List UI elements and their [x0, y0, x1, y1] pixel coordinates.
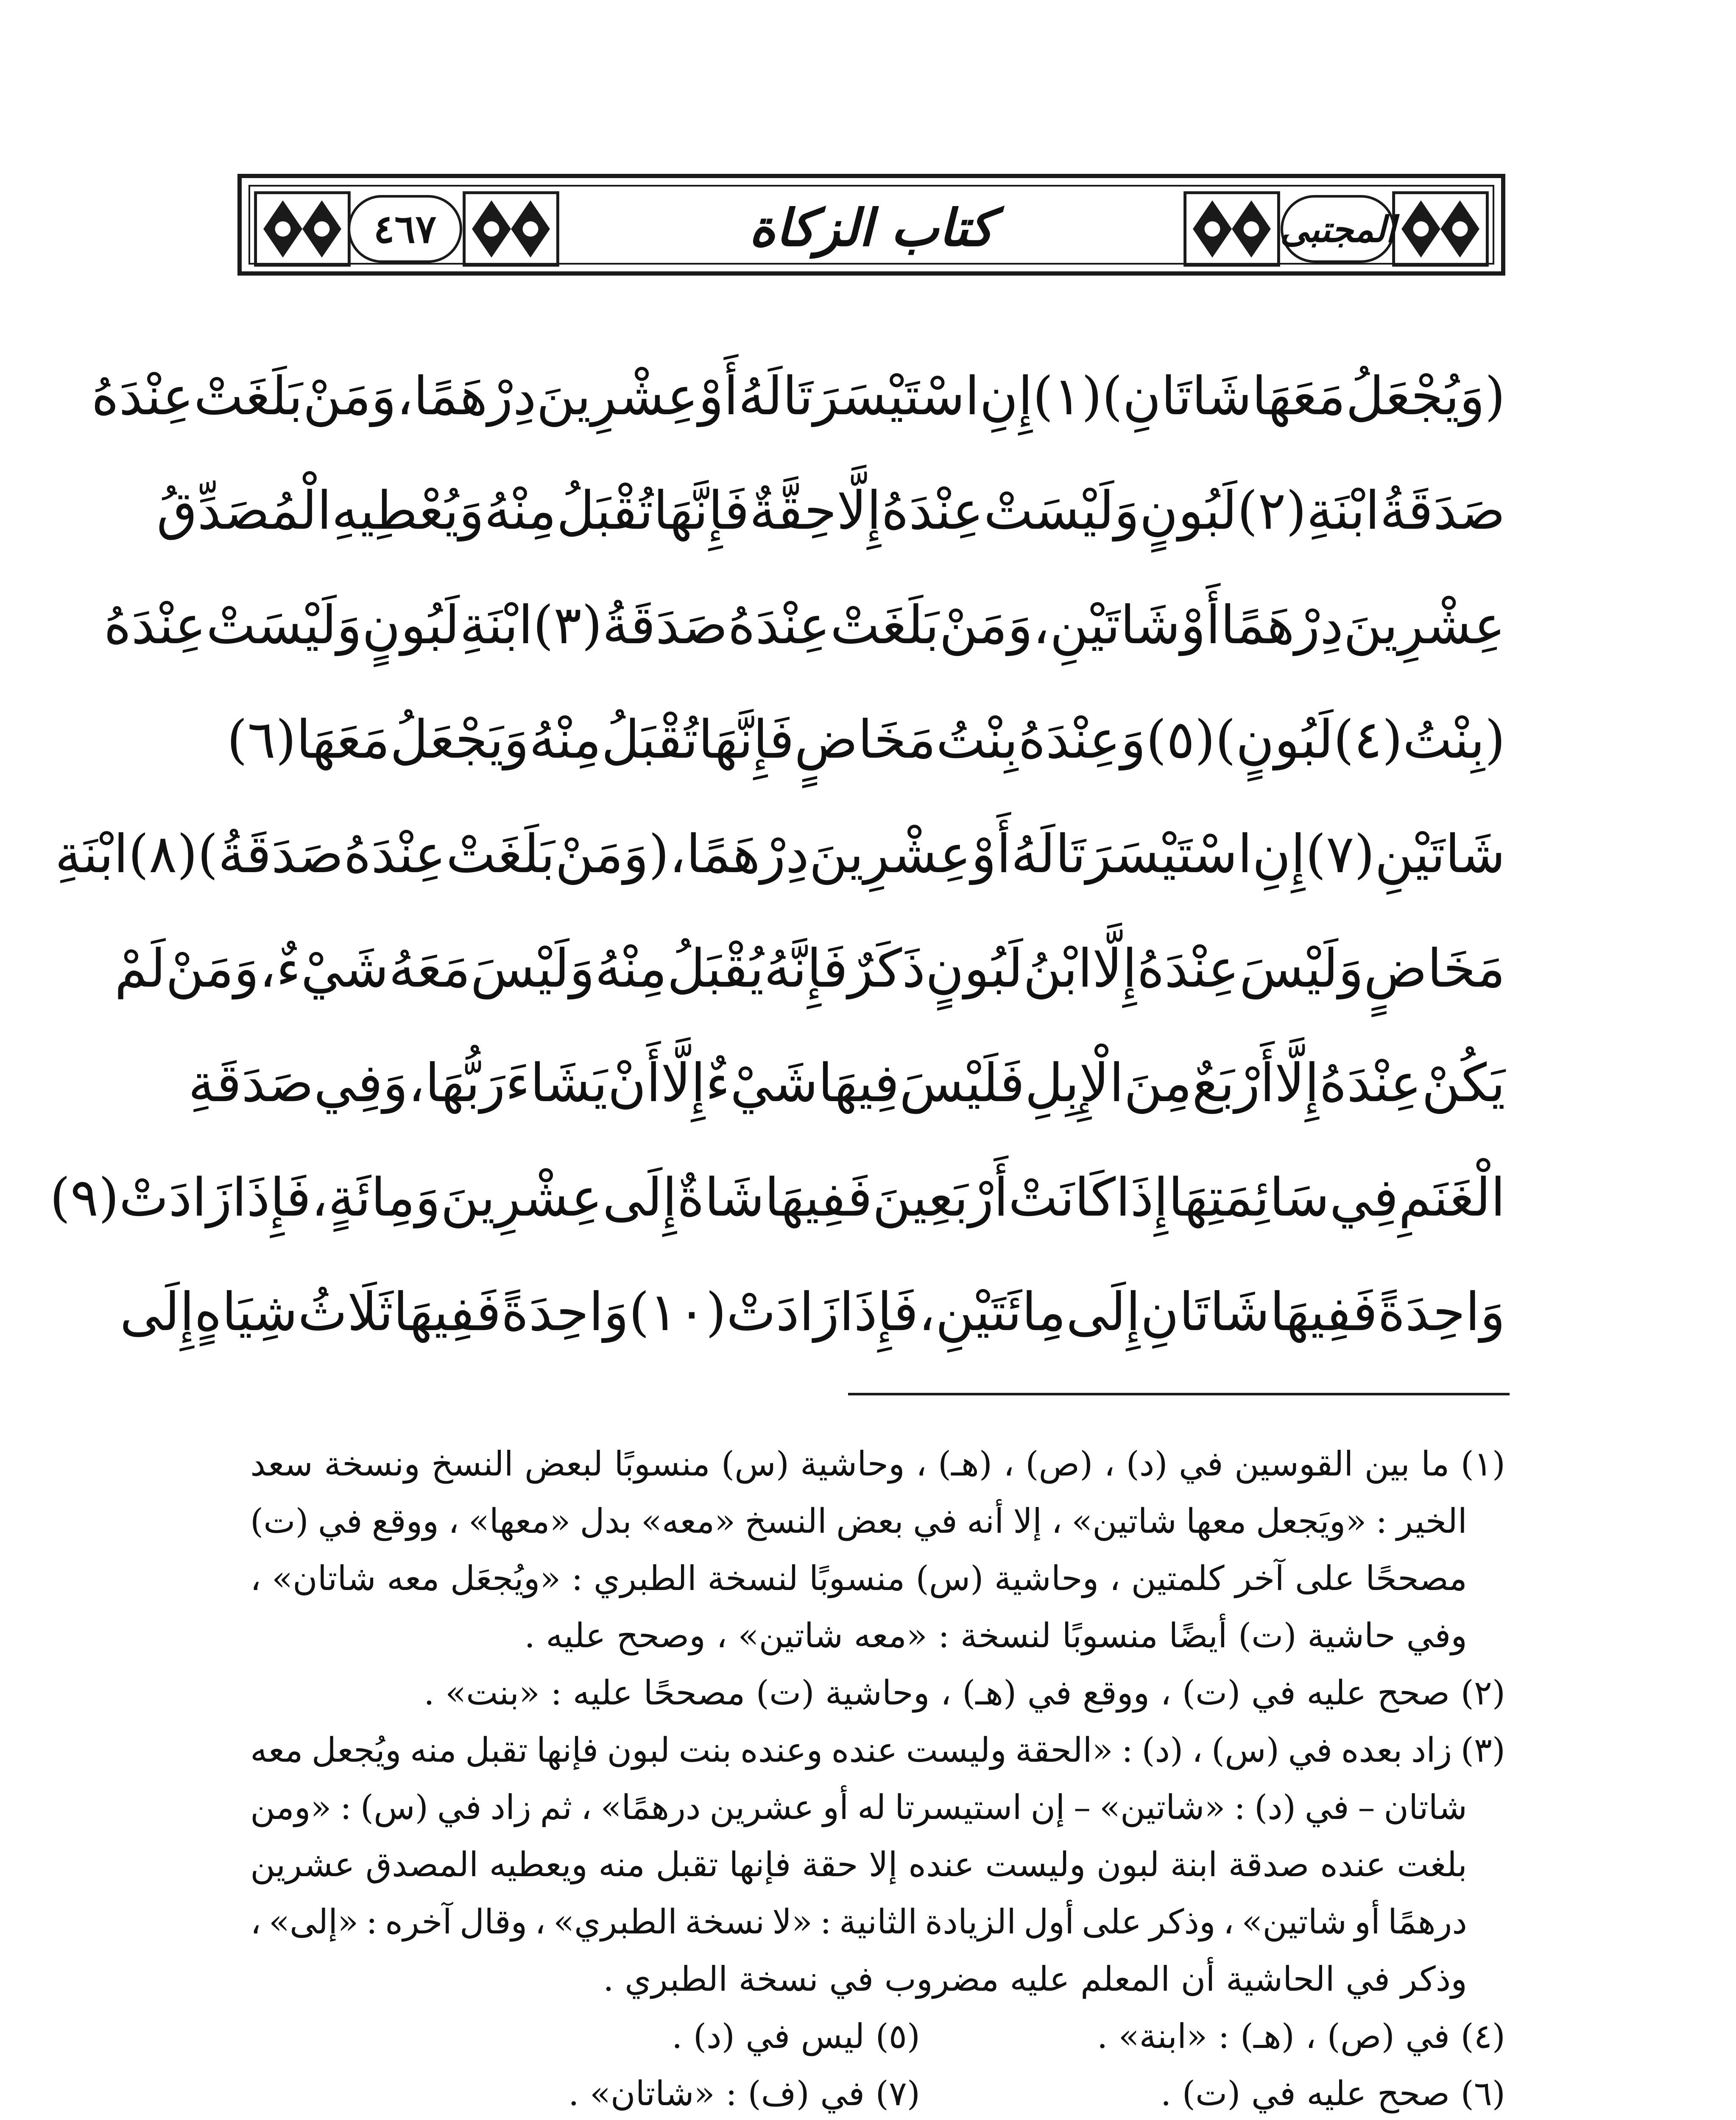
main-word: وَلَيْسَتْ [983, 480, 1140, 541]
main-word: اسْتَيْسَرَتَا [1055, 824, 1253, 885]
footnote-word: إن [1030, 1787, 1065, 1827]
footnote-word: زاد [490, 1787, 531, 1827]
main-word: عِنْدَهُ [91, 366, 194, 427]
main-word: (١٠) [628, 1282, 726, 1343]
main-word: شَاتَيْنِ [1374, 824, 1505, 885]
main-word: فَفِيهَا [1270, 1282, 1378, 1343]
footnote-word: ، [1003, 1444, 1015, 1484]
main-word: وَاحِدَةً [1377, 1282, 1505, 1343]
main-word: شَاتَيْنِ [1049, 595, 1181, 656]
footnote-word: بعض [836, 1501, 904, 1541]
ornament-left-inner-icon [462, 191, 560, 267]
footnotes-4-5-row [250, 2008, 1505, 2065]
footnote-word: – [1358, 1787, 1375, 1827]
footnote-word: في [1288, 1730, 1333, 1770]
main-word: زَادَتْ [119, 1167, 232, 1228]
footnote-1-line-4: وفي حاشية (ت) أيضًا منسوبًا لنسخة : «معه شاتين» ، وصحح عليه . [524, 1615, 1467, 1655]
main-word: شَاتَانِ) [1102, 366, 1252, 427]
main-word: بَلَغَتْ [194, 366, 303, 427]
main-text-line-9 [120, 1255, 1505, 1370]
footnote-word: آخر [1235, 1558, 1284, 1598]
footnote-word: أول [1024, 1902, 1075, 1941]
main-word: وَمَنْ [939, 595, 1033, 656]
main-word: ثَلَاثُ [298, 1282, 394, 1343]
main-word: فَإِذَا [839, 1282, 918, 1343]
footnote-word: على [1082, 1902, 1142, 1941]
footnote-word: ، [1051, 1501, 1063, 1541]
footnote-word: (هـ) [938, 1444, 992, 1484]
footnote-word: ، [915, 1444, 927, 1484]
main-word: بَلَغَتْ [830, 595, 939, 656]
footnote-word: بنت [678, 1730, 732, 1770]
main-word: مَعَهَا [1252, 366, 1346, 427]
footnote-word: ابنة [1170, 1844, 1218, 1884]
footnote-word: تقبل [656, 1844, 718, 1884]
main-word: (وَيُجْعَلُ [1345, 366, 1505, 427]
footnote-word: «الحقة [1015, 1730, 1113, 1770]
main-word: عِنْدَهُ [881, 480, 984, 541]
main-word: بِنْتُ [936, 709, 1019, 770]
footnotes-block [250, 1435, 1505, 2120]
footnote-word: عنده [908, 1844, 974, 1884]
footnote-word: ، [1109, 1558, 1121, 1598]
footnote-word: ، [581, 1787, 592, 1827]
main-word: أَنْ [607, 1053, 661, 1114]
main-text-line-4 [227, 683, 1505, 797]
footnote-7: (٧) في (ف) : «شاتان» . [568, 2073, 920, 2113]
main-word: عِنْدَهُ [1137, 938, 1239, 999]
footnote-word: وعنده [740, 1730, 823, 1770]
footnote-word: في [318, 1501, 363, 1541]
footnote-word: زاد [1411, 1730, 1452, 1770]
footnote-word: (س) [721, 1444, 789, 1484]
footnote-word: منه [410, 1730, 457, 1770]
main-word: أَرْبَعٌ [1192, 1053, 1275, 1114]
footnote-word: في [913, 1501, 957, 1541]
footnote-word: شاتين» [1072, 1501, 1177, 1541]
footnote-word: (د) [1254, 1787, 1296, 1827]
footnote-word: : [366, 1902, 378, 1941]
footnote-word: بدل [580, 1501, 632, 1541]
footnote-3-line-4 [250, 1893, 1505, 1950]
footnote-word: تقبل [465, 1730, 528, 1770]
main-word: (بِنْتُ [1402, 709, 1505, 770]
ornament-left-outer-icon [254, 191, 351, 267]
footnote-word: ويعطيه [489, 1844, 588, 1884]
footnote-3-line-1 [250, 1721, 1505, 1779]
main-word: لَبُونٍ) [1215, 709, 1334, 770]
footnote-word: على [1295, 1558, 1355, 1598]
footnote-word: : [1376, 1501, 1387, 1541]
footnote-word: : [571, 1558, 583, 1598]
main-word: عِنْدَهُ [728, 595, 830, 656]
main-word: ابْنُ [1023, 938, 1093, 999]
main-word: مِنْهُ [484, 480, 557, 541]
main-word: فَإِذَا [232, 1167, 311, 1228]
footnote-word: «لا [772, 1902, 812, 1941]
footnote-word: فإنها [729, 1844, 791, 1884]
footnote-word: درهمًا [1387, 1902, 1467, 1941]
main-word: لَبُونٍ [362, 595, 460, 656]
main-word: ابْنَةِ [55, 824, 128, 885]
footnote-word: النسخ [745, 1501, 827, 1541]
footnote-word: ثم [540, 1787, 572, 1827]
footnote-5: (٥) ليس في (د) . [671, 2016, 920, 2056]
footnote-word: ، [1223, 1902, 1234, 1941]
footnote-word: ويُجعل [311, 1730, 402, 1770]
main-word: مَعَهَا [296, 709, 390, 770]
main-word: فِيهَا [818, 1053, 899, 1114]
main-word: (وَمَنْ [555, 824, 670, 885]
main-word: لَبُونٍ [925, 938, 1023, 999]
footnote-word: منسوبًا [809, 1558, 905, 1598]
main-word: سَائِمَتِهَا [1168, 1167, 1330, 1228]
main-word: ، [669, 824, 687, 885]
footnote-word: ، [1104, 1444, 1115, 1484]
main-word: صَدَقَةِ [188, 1053, 314, 1114]
footnote-word: وذكر [1149, 1902, 1216, 1941]
main-word: (٩) [50, 1167, 119, 1228]
footnote-word: (د) [1142, 1730, 1183, 1770]
footnote-word: «إلى» [269, 1902, 359, 1941]
main-word: حِقَّةٌ [749, 480, 837, 541]
main-word: شَاتَانِ [1140, 1282, 1270, 1343]
main-word: وَعِنْدَهُ [1018, 709, 1146, 770]
footnote-word: وحاشية [800, 1444, 905, 1484]
main-word: فَإِنَّهَا [698, 709, 795, 770]
main-word: (١) [1033, 366, 1102, 427]
footnote-word: (١) [1460, 1444, 1505, 1484]
footnote-3-line-2 [250, 1779, 1505, 1836]
footnote-word: الطبري [593, 1558, 697, 1598]
footnote-word: (ت) [250, 1501, 309, 1541]
footnote-word: «ويَجعل [1256, 1501, 1367, 1541]
main-word: فِي [1329, 1167, 1398, 1228]
footnote-word: «معه» [641, 1501, 736, 1541]
footnote-word: الزيادة [925, 1902, 1016, 1941]
main-word: عِشْرِينَ [440, 1167, 603, 1228]
footnote-1-line-1 [250, 1435, 1505, 1492]
main-word: شَاةٌ [677, 1167, 765, 1228]
footnote-word: فإنها [536, 1730, 599, 1770]
footnote-word: المصدق [365, 1844, 479, 1884]
main-word: اسْتَيْسَرَتَا [782, 366, 980, 427]
main-word: إِنِ [979, 366, 1033, 427]
footnote-word: منسوبًا [614, 1444, 710, 1484]
main-word: بَلَغَتْ [446, 824, 555, 885]
footnote-word: بلغت [1397, 1844, 1467, 1884]
ornament-right-inner-icon [1183, 191, 1281, 267]
main-word: الْغَنَمِ [1398, 1167, 1505, 1228]
main-word: لَهُ [1011, 824, 1055, 885]
main-word: وَيَجْعَلُ [390, 709, 529, 770]
footnote-word: الثانية [839, 1902, 918, 1941]
footnote-word: وليست [906, 1730, 1007, 1770]
main-word: صَدَقَةُ [1379, 480, 1505, 541]
main-word: وَاحِدَةً [501, 1282, 629, 1343]
footnote-word: النسخ [431, 1444, 514, 1484]
footnote-word: معه [250, 1730, 303, 1770]
footnote-word: أو [823, 1787, 849, 1827]
footnote-word: كلمتين [1131, 1558, 1225, 1598]
footnote-4: (٤) في (ص) ، (هـ) : «ابنة» . [1097, 2016, 1505, 2056]
page-number: ٤٦٧ [348, 195, 462, 263]
footnote-word: ما [1421, 1444, 1450, 1484]
main-word: فَفِيهَا [393, 1282, 501, 1343]
main-word: إِذَا [1116, 1167, 1169, 1228]
footnote-word: ووقع [371, 1501, 439, 1541]
footnote-word: آخره [385, 1902, 452, 1941]
main-word: عِشْرِينَ [536, 366, 698, 427]
main-word: مِنَ [1124, 1053, 1192, 1114]
main-word: عِشْرِينَ [1343, 595, 1505, 656]
footnote-word: شاتان [1384, 1787, 1467, 1827]
main-word: (٦) [227, 709, 296, 770]
main-word: عِشْرِينَ [809, 824, 971, 885]
footnote-word: أو [1354, 1902, 1380, 1941]
footnote-word: نسخة [685, 1902, 765, 1941]
footnote-word: ، [250, 1558, 261, 1598]
footnote-word: حقة [801, 1844, 858, 1884]
main-word: أَرْبَعِينَ [872, 1167, 1008, 1228]
footnote-word: (٣) [1460, 1730, 1505, 1770]
footnote-word: صدقة [1228, 1844, 1309, 1884]
footnote-6: (٦) صحح عليه في (ت) . [1160, 2073, 1505, 2113]
main-text-line-8 [50, 1141, 1505, 1255]
main-word: عِنْدَهُ [343, 824, 446, 885]
footnote-word: إلا [1013, 1501, 1042, 1541]
footnote-word: بين [1364, 1444, 1410, 1484]
footnote-word: ، [1192, 1730, 1203, 1770]
main-word: ، [1033, 595, 1050, 656]
footnote-word: – [1074, 1787, 1091, 1827]
main-word: مَعَهُ [388, 938, 471, 999]
main-word: تُقْبَلُ [556, 480, 653, 541]
main-text-line-6 [114, 912, 1505, 1026]
footnote-word: عشرين [709, 1787, 814, 1827]
footnote-word: منه [598, 1844, 645, 1884]
chapter-title: كتاب الزكاة [749, 198, 994, 258]
footnote-2: (٢) صحح عليه في (ت) ، ووقع في (هـ) ، وحاشية (ت) مصححًا عليه : «بنت» . [424, 1673, 1505, 1713]
main-word: إِنِ [1252, 824, 1306, 885]
footnote-word: «ومن [250, 1787, 332, 1827]
footnote-separator [848, 1393, 1510, 1395]
main-word: وَمَنْ [303, 366, 396, 427]
footnote-word: بعده [1341, 1730, 1403, 1770]
main-word: ابْنَةِ [459, 595, 533, 656]
main-word: فَفِيهَا [765, 1167, 873, 1228]
footnote-word: وحاشية [994, 1558, 1099, 1598]
footnote-word: «ويُجعَل [450, 1558, 561, 1598]
main-word: دِرْهَمًا [686, 824, 809, 885]
footnote-word: شاتان» [272, 1558, 376, 1598]
main-word: زَادَتْ [726, 1282, 840, 1343]
main-word: وَمَنْ [165, 938, 260, 999]
footnote-word: معها [1186, 1501, 1247, 1541]
main-word: (٧) [1305, 824, 1375, 885]
main-word: (٤) [1333, 709, 1403, 770]
footnote-word: (ص) [1025, 1444, 1093, 1484]
main-word: دِرْهَمًا [1220, 595, 1344, 656]
main-word: وَيُعْطِيهِ [332, 480, 484, 541]
main-word: شِيَاهٍ [194, 1282, 298, 1343]
main-word: ابْنَةِ [1306, 480, 1380, 541]
footnote-word: ونسخة [324, 1444, 420, 1484]
footnote-word: ، [535, 1902, 546, 1941]
main-word: فَلَيْسَ [899, 1053, 1025, 1114]
footnote-word: : [1122, 1730, 1133, 1770]
footnote-word: (د) [1126, 1444, 1168, 1484]
main-word: وَلَيْسَ [470, 938, 595, 999]
footnote-word: «معها» [468, 1501, 571, 1541]
main-word: (٣) [533, 595, 603, 656]
main-word: مِنْهُ [529, 709, 602, 770]
footnote-word: : [1234, 1787, 1246, 1827]
main-word: ذَكَرٌ [848, 938, 926, 999]
footnote-1-line-2 [250, 1492, 1505, 1550]
main-word: يَكُنْ [1421, 1053, 1505, 1114]
main-word: عِنْدَهُ [103, 595, 207, 656]
footnote-word: لبون [607, 1730, 670, 1770]
main-word: صَدَقَةُ [602, 595, 728, 656]
footnote-word: في [1304, 1787, 1349, 1827]
main-word: إِلَى [602, 1167, 677, 1228]
main-word: ، [918, 1282, 935, 1343]
main-word: وَمِائَةٍ [328, 1167, 441, 1228]
footnote-word: عشرين [250, 1844, 355, 1884]
main-word: وَلَيْسَتْ [206, 595, 362, 656]
main-word: لَمْ [114, 938, 166, 999]
footnote-word: (س) [360, 1787, 428, 1827]
footnote-3-line-5: وذكر في الحاشية أن المعلم عليه مضروب في نسخة الطبري . [603, 1959, 1467, 1999]
footnote-word: معه [387, 1558, 440, 1598]
main-word: مِنْهُ [594, 938, 667, 999]
footnote-word: : [340, 1787, 352, 1827]
main-text-line-3 [103, 568, 1505, 683]
footnote-word: استيسرتا [895, 1787, 1022, 1827]
main-word: فَإِنَّهُ [764, 938, 848, 999]
main-word: أَوْ [1180, 595, 1221, 656]
main-word: إِلَّا [661, 1053, 706, 1114]
main-word: لَهُ [738, 366, 783, 427]
footnote-word: وليست [985, 1844, 1086, 1884]
footnote-word: له [857, 1787, 886, 1827]
footnote-word: مصححًا [1365, 1558, 1467, 1598]
main-word: لَبُونٍ [1139, 480, 1237, 541]
main-word: وَلَيْسَ [1239, 938, 1364, 999]
main-word: يُقْبَلُ [667, 938, 764, 999]
main-word: شَيْءٌ [276, 938, 389, 999]
main-text-block [50, 339, 1505, 1370]
footnote-word: سعد [250, 1444, 313, 1484]
footnote-word: عنده [1320, 1844, 1386, 1884]
footnote-word: الخير [1396, 1501, 1467, 1541]
footnote-word: لبعض [525, 1444, 603, 1484]
footnote-word: ، [250, 1902, 262, 1941]
main-word: إِلَّا [1092, 938, 1137, 999]
main-word: الْمُصَدِّقُ [156, 480, 332, 541]
running-header [237, 174, 1505, 276]
footnote-word: لنسخة [707, 1558, 798, 1598]
main-word: عِنْدَهُ [1319, 1053, 1422, 1114]
main-word: كَانَتْ [1008, 1167, 1116, 1228]
main-word: إِلَى [120, 1282, 195, 1343]
footnote-word: (س) [1211, 1730, 1279, 1770]
footnote-word: : [820, 1902, 832, 1941]
footnote-word: وقال [459, 1902, 527, 1941]
main-word: رَبُّهَا [425, 1053, 505, 1114]
footnotes-6-7-row [250, 2065, 1505, 2120]
main-word: ، [311, 1167, 328, 1228]
main-word: إِلَّا [837, 480, 882, 541]
footnote-word: في [1178, 1444, 1223, 1484]
main-word: وَفِي [313, 1053, 408, 1114]
footnote-word: درهمًا» [600, 1787, 701, 1827]
main-word: مَخَاضٍ [794, 709, 936, 770]
main-text-line-7 [188, 1026, 1505, 1141]
footnote-word: في [437, 1787, 482, 1827]
footnote-word: الطبري» [553, 1902, 678, 1941]
main-word: يَشَاءَ [505, 1053, 608, 1114]
main-text-line-2 [156, 454, 1505, 568]
main-word: ، [408, 1053, 425, 1114]
footnote-word: القوسين [1234, 1444, 1354, 1484]
footnote-1-line-3 [250, 1550, 1505, 1607]
footnote-3-line-3 [250, 1836, 1505, 1893]
ornament-right-outer-icon [1392, 191, 1489, 267]
main-word: إِلَّا [1274, 1053, 1320, 1114]
footnote-word: أنه [966, 1501, 1004, 1541]
main-text-line-5 [55, 797, 1505, 912]
footnote-word: لبون [1096, 1844, 1160, 1884]
main-word: صَدَقَةُ) [197, 824, 344, 885]
main-word: الْإِبِلِ [1024, 1053, 1124, 1114]
book-logo: المجتبى [1281, 195, 1395, 263]
main-word: (٥) [1146, 709, 1215, 770]
main-word: شَيْءٌ [705, 1053, 818, 1114]
main-word: مِائَتَيْنِ [935, 1282, 1066, 1343]
main-word: دِرْهَمًا [413, 366, 536, 427]
footnote-word: شاتين» [1242, 1902, 1347, 1941]
footnote-word: عنده [831, 1730, 898, 1770]
main-word: أَوْ [971, 824, 1011, 885]
main-word: تُقْبَلُ [601, 709, 698, 770]
footnote-word: (س) [915, 1558, 984, 1598]
main-word: إِلَى [1066, 1282, 1141, 1343]
footnote-word: «شاتين» [1099, 1787, 1225, 1827]
main-word: (٨) [128, 824, 198, 885]
footnote-word: إلا [868, 1844, 898, 1884]
main-word: فَإِنَّهَا [653, 480, 750, 541]
main-word: ، [396, 366, 413, 427]
main-word: ، [259, 938, 276, 999]
main-word: أَوْ [698, 366, 739, 427]
main-word: مَخَاضٍ [1363, 938, 1505, 999]
footnote-word: ، [448, 1501, 459, 1541]
main-text-line-1 [91, 339, 1505, 454]
main-word: (٢) [1237, 480, 1306, 541]
